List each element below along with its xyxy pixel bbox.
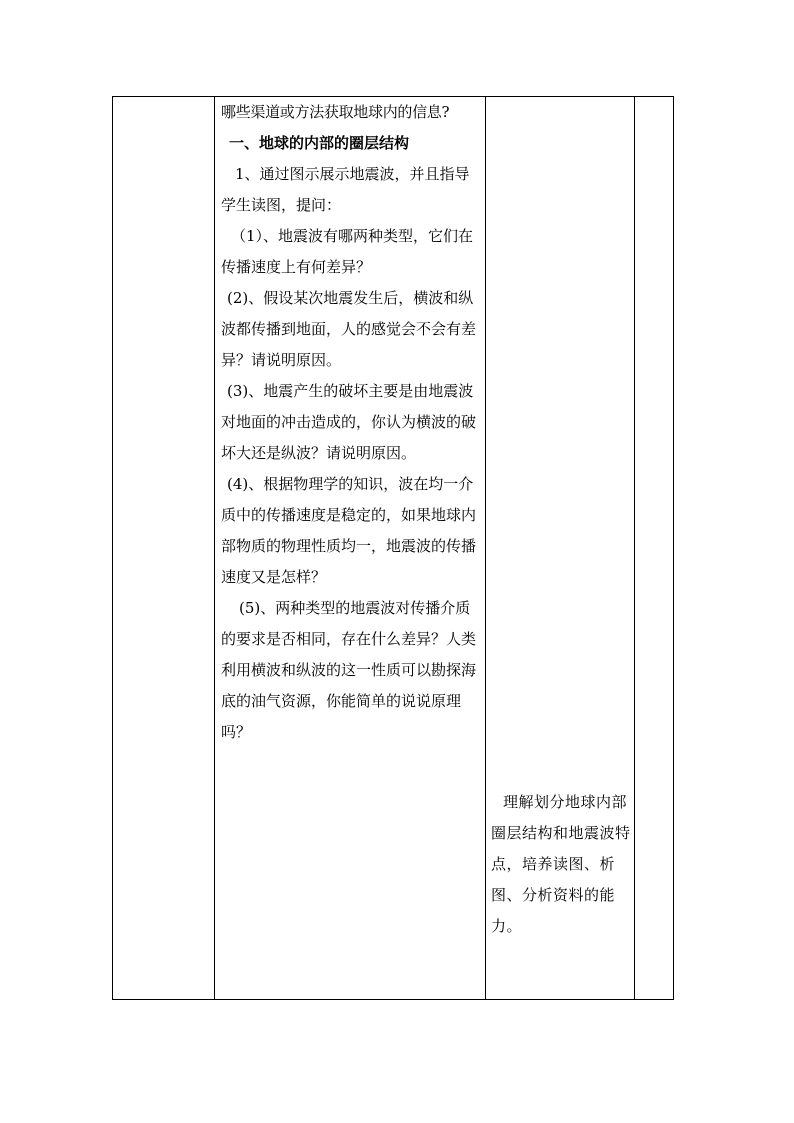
goal-text: 理解划分地球内部圈层结构和地震波特点，培养读图、析图、分析资料的能力。 <box>491 793 631 935</box>
section-heading: 一、地球的内部的圈层结构 <box>229 134 410 152</box>
column-divider-3 <box>634 97 635 999</box>
step-1-text: 1、通过图示展示地震波，并且指导学生读图，提问： <box>221 165 470 214</box>
column-divider-1 <box>214 97 215 999</box>
teaching-goal-cell <box>491 787 631 942</box>
teaching-content-cell <box>221 97 483 748</box>
question-4: (4)、根据物理学的知识，波在均一介质中的传播速度是稳定的，如果地球内部物质的物理性质均一，地震波的传播速度又是怎样？ <box>221 475 477 586</box>
question-3: (3)、地震产生的破坏主要是由地震波对地面的冲击造成的，你认为横波的破坏大还是纵波？请说明原因。 <box>221 382 477 462</box>
question-5: (5)、两种类型的地震波对传播介质的要求是否相同，存在什么差异？人类利用横波和纵波的这一性质可以勘探海底的油气资源，你能简单的说说原理吗？ <box>221 599 477 741</box>
question-1: （1）、地震波有哪两种类型，它们在传播速度上有何差异？ <box>221 227 474 276</box>
intro-question: 哪些渠道或方法获取地球内的信息? <box>221 103 450 121</box>
column-divider-2 <box>485 97 486 999</box>
question-2: (2)、假设某次地震发生后，横波和纵波都传播到地面，人的感觉会不会有差异？请说明原因。 <box>221 289 477 369</box>
lesson-table <box>112 96 674 1000</box>
